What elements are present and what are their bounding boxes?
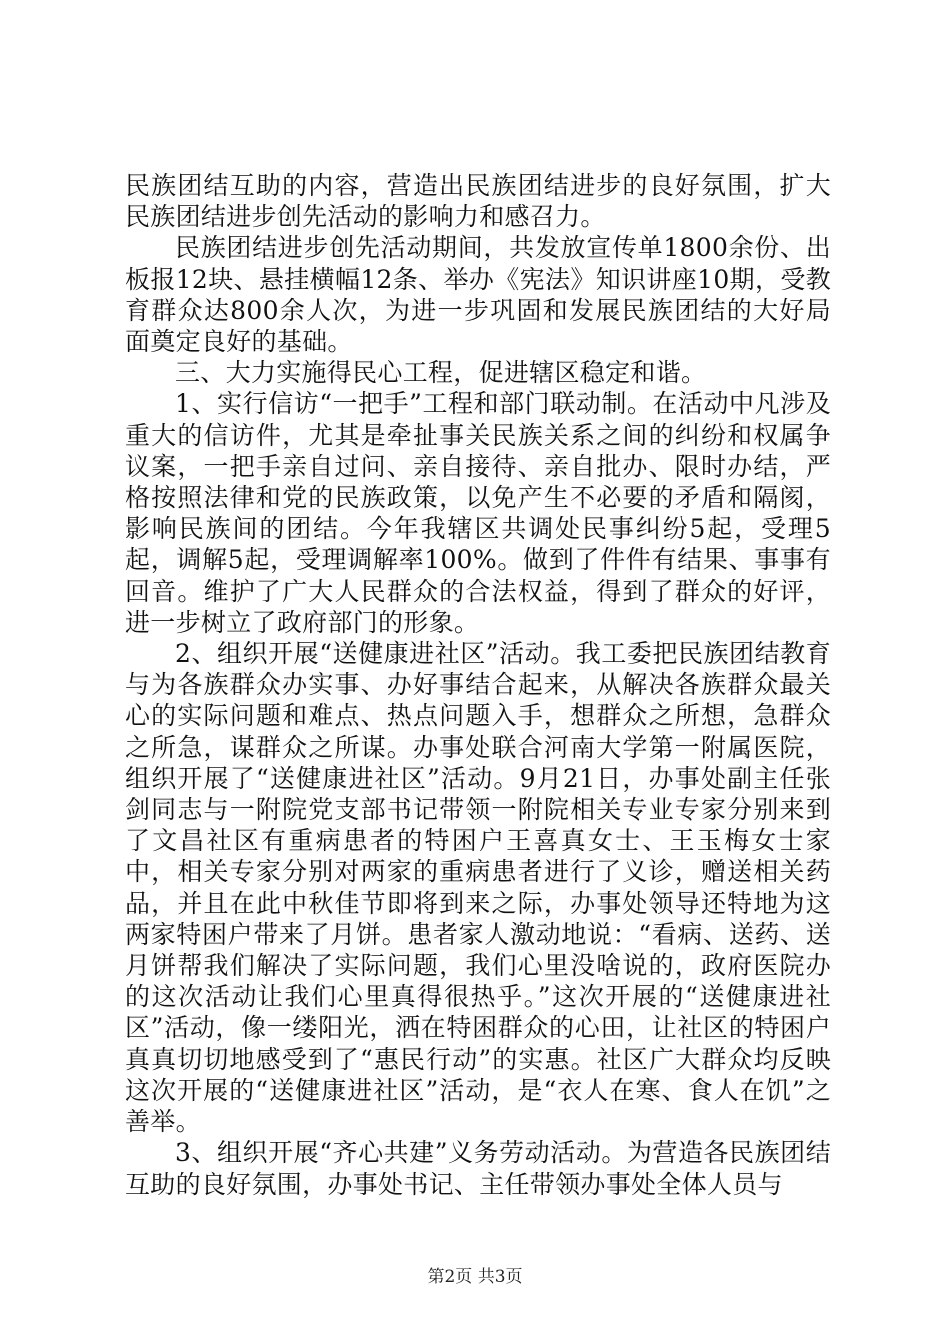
page-number: 第2页 共3页 xyxy=(427,1267,523,1287)
paragraph-item-1: 1、实行信访“一把手”工程和部门联动制。在活动中凡涉及重大的信访件，尤其是牵扯事关民族关系之间的纠纷和权属争议案，一把手亲自过问、亲自接待、亲自批办、限时办结，严格按照法律和党的民族政策，以免产生不必要的矛盾和隔阂，影响民族间的团结。今年我辖区共调处民事纠纷5起，受理5起，调解5起，受理调解率100%。做到了件件有结果、事事有回音。维护了广大人民群众的合法权益，得到了群众的好评，进一步树立了政府部门的形象。 xyxy=(125,389,831,637)
document-body xyxy=(125,170,831,1200)
paragraph-item-2: 2、组织开展“送健康进社区”活动。我工委把民族团结教育与为各族群众办实事、办好事结合起来，从解决各族群众最关心的实际问题和难点、热点问题入手，想群众之所想，急群众之所急，谋群众之所谋。办事处联合河南大学第一附属医院，组织开展了“送健康进社区”活动。9月21日，办事处副主任张剑同志与一附院党支部书记带领一附院相关专业专家分别来到了文昌社区有重病患者的特困户王喜真女士、王玉梅女士家中，相关专家分别对两家的重病患者进行了义诊，赠送相关药品，并且在此中秋佳节即将到来之际，办事处领导还特地为这两家特困户带来了月饼。患者家人激动地说：“看病、送药、送月饼帮我们解决了实际问题，我们心里没啥说的，政府医院办的这次活动让我们心里真得很热乎。”这次开展的“送健康进社区”活动，像一缕阳光，洒在特困群众的心田，让社区的特困户真真切切地感受到了“惠民行动”的实惠。社区广大群众均反映这次开展的“送健康进社区”活动，是“衣人在寒、食人在饥”之善举。 xyxy=(125,639,831,1137)
paragraph-1: 民族团结互助的内容，营造出民族团结进步的良好氛围，扩大民族团结进步创先活动的影响力和感召力。 xyxy=(125,171,831,232)
paragraph-2: 民族团结进步创先活动期间，共发放宣传单1800余份、出板报12块、悬挂横幅12条、举办《宪法》知识讲座10期，受教育群众达800余人次，为进一步巩固和发展民族团结的大好局面奠定良好的基础。 xyxy=(125,233,831,357)
section-heading-3: 三、大力实施得民心工程，促进辖区稳定和谐。 xyxy=(175,358,707,388)
paragraph-item-3: 3、组织开展“齐心共建”义务劳动活动。为营造各民族团结互助的良好氛围，办事处书记、主任带领办事处全体人员与 xyxy=(125,1138,831,1199)
